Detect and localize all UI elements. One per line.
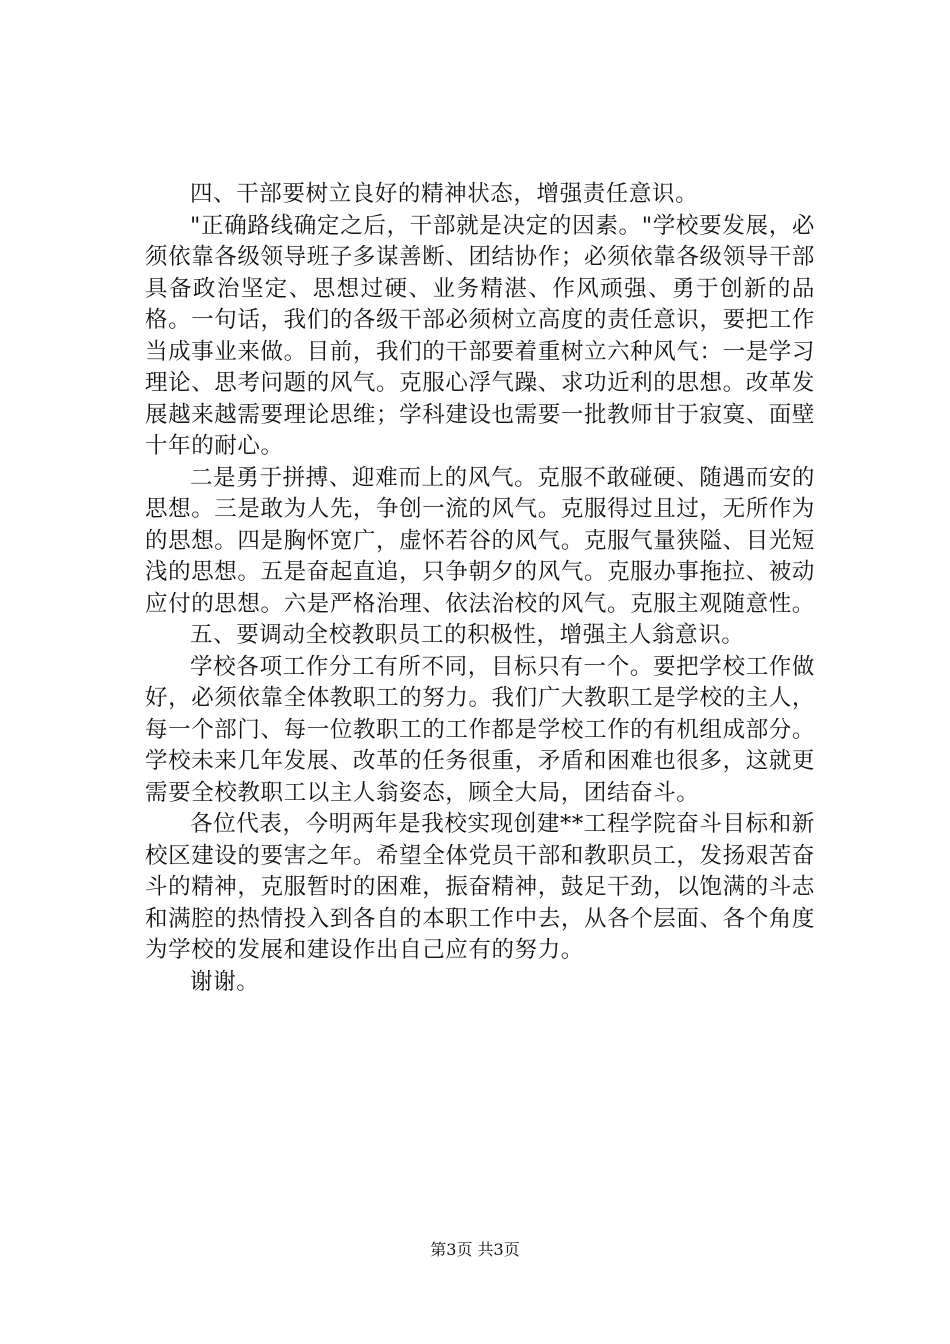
body-paragraph: 二是勇于拼搏、迎难而上的风气。克服不敢碰硬、随遇而安的思想。三是敢为人先，争创一流的风气。克服得过且过，无所作为的思想。四是胸怀宽广，虚怀若谷的风气。克服气量狭隘、目光短浅的思想。五是奋起直追，只争朝夕的风气。克服办事拖拉、被动应付的思想。六是严格治理、依法治校的风气。克服主观随意性。	[145, 464, 815, 617]
document-body	[145, 179, 815, 998]
page-number-footer: 第3页 共3页	[430, 1240, 520, 1259]
body-paragraph: 学校各项工作分工有所不同，目标只有一个。要把学校工作做好，必须依靠全体教职工的努力。我们广大教职工是学校的主人，每一个部门、每一位教职工的工作都是学校工作的有机组成部分。学校未来几年发展、改革的任务很重，矛盾和困难也很多，这就更需要全校教职工以主人翁姿态，顾全大局，团结奋斗。	[145, 653, 815, 806]
body-paragraph: 各位代表，今明两年是我校实现创建**工程学院奋斗目标和新校区建设的要害之年。希望全体党员干部和教职员工，发扬艰苦奋斗的精神，克服暂时的困难，振奋精神，鼓足干劲，以饱满的斗志和满腔的热情投入到各自的本职工作中去，从各个层面、各个角度为学校的发展和建设作出自己应有的努力。	[145, 811, 815, 963]
section-heading-five: 五、要调动全校教职员工的积极性，增强主人翁意识。	[190, 622, 745, 648]
body-paragraph: "正确路线确定之后，干部就是决定的因素。"学校要发展，必须依靠各级领导班子多谋善断、团结协作；必须依靠各级领导干部具备政治坚定、思想过硬、业务精湛、作风顽强、勇于创新的品格。一句话，我们的各级干部必须树立高度的责任意识，要把工作当成事业来做。目前，我们的干部要着重树立六种风气：一是学习理论、思考问题的风气。克服心浮气躁、求功近利的思想。改革发展越来越需要理论思维；学科建设也需要一批教师甘于寂寞、面壁十年的耐心。	[145, 212, 815, 459]
closing-line: 谢谢。	[190, 968, 260, 995]
section-heading-four: 四、干部要树立良好的精神状态，增强责任意识。	[190, 181, 699, 207]
